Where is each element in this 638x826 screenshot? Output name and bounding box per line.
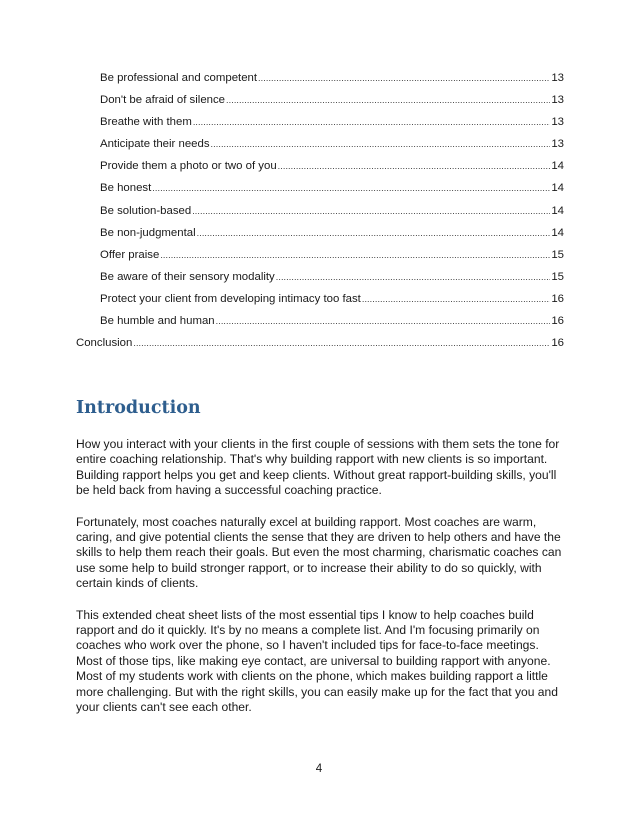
toc-entry[interactable] <box>76 205 564 227</box>
table-of-contents <box>76 72 564 359</box>
toc-entry[interactable] <box>76 227 564 249</box>
toc-entry[interactable] <box>76 315 564 337</box>
toc-entry-title: Protect your client from developing intimacy too fast <box>100 292 361 305</box>
toc-entry-page: 14 <box>551 182 564 195</box>
toc-entry-page: 15 <box>551 248 564 261</box>
toc-entry[interactable] <box>76 271 564 293</box>
toc-entry-title: Be honest <box>100 182 152 195</box>
toc-entry-title: Provide them a photo or two of you <box>100 160 277 173</box>
toc-entry-page: 14 <box>551 204 564 217</box>
toc-entry-title: Don't be afraid of silence <box>100 94 226 107</box>
toc-dot-leader <box>362 293 550 306</box>
body-paragraph: This extended cheat sheet lists of the most essential tips I know to help coaches build rapport and do it quickly. It's by no means a complete list. And I'm focusing primarily on coaches who work over the phone, so I haven't included tips for face-to-face meetings. Most of those tips, like making eye contact, are universal to building rapport with anyone. Most of my students work with clients on the phone, which makes building rapport a little more challenging. But with the right skills, you can easily make up for the fact that you and your clients can't see each other. <box>76 607 558 715</box>
toc-entry-title: Conclusion <box>76 337 133 350</box>
toc-dot-leader <box>278 160 551 173</box>
toc-entry[interactable] <box>76 160 564 182</box>
body-paragraph: How you interact with your clients in the first couple of sessions with them sets the tone for entire coaching relationship. That's why building rapport with new clients is so important. Building rapport helps you get and keep clients. Without great rapport-building skills, you'll be held back from having a successful coaching practice. <box>76 437 560 498</box>
toc-dot-leader <box>276 271 551 284</box>
toc-entry-title: Be solution-based <box>100 204 192 217</box>
toc-dot-leader <box>192 205 550 218</box>
toc-entry[interactable] <box>76 182 564 204</box>
toc-dot-leader <box>216 315 551 328</box>
toc-entry-title: Be aware of their sensory modality <box>100 270 275 283</box>
toc-entry-page: 16 <box>551 292 564 305</box>
toc-entry-page: 14 <box>551 226 564 239</box>
toc-entry-title: Offer praise <box>100 248 160 261</box>
toc-entry[interactable] <box>76 249 564 271</box>
toc-dot-leader <box>211 138 551 151</box>
toc-entry-conclusion[interactable] <box>76 337 564 359</box>
toc-entry-title: Be professional and competent <box>100 72 258 84</box>
toc-dot-leader <box>197 227 551 240</box>
toc-entry[interactable] <box>76 116 564 138</box>
toc-entry-title: Anticipate their needs <box>100 138 210 151</box>
toc-entry-page: 13 <box>551 72 564 84</box>
toc-dot-leader <box>193 116 551 129</box>
toc-entry-title: Be humble and human <box>100 315 215 328</box>
toc-entry-page: 14 <box>551 160 564 173</box>
toc-dot-leader <box>160 249 550 262</box>
toc-entry[interactable] <box>76 138 564 160</box>
toc-entry-page: 13 <box>551 116 564 129</box>
toc-entry-page: 13 <box>551 138 564 151</box>
toc-dot-leader <box>258 72 550 85</box>
body-paragraph: Fortunately, most coaches naturally excel at building rapport. Most coaches are warm, caring, and give potential clients the sense that they are driven to help others and have the skills to help them reach their goals. But even the most charming, charismatic coaches can use some help to build stronger rapport, or to increase their ability to do so quickly, with certain kinds of clients. <box>76 514 562 591</box>
toc-entry-page: 16 <box>551 337 564 350</box>
toc-entry[interactable] <box>76 72 564 94</box>
toc-entry-title: Breathe with them <box>100 116 192 129</box>
toc-dot-leader <box>133 337 550 350</box>
toc-dot-leader <box>226 94 550 107</box>
toc-dot-leader <box>152 182 550 195</box>
toc-entry-page: 15 <box>551 270 564 283</box>
toc-entry-title: Be non-judgmental <box>100 226 196 239</box>
toc-entry-page: 16 <box>551 315 564 328</box>
toc-entry[interactable] <box>76 293 564 315</box>
toc-entry[interactable] <box>76 94 564 116</box>
section-heading: Introduction <box>76 398 201 418</box>
page-number: 4 <box>315 762 323 775</box>
toc-entry-page: 13 <box>551 94 564 107</box>
section-body <box>76 437 568 732</box>
